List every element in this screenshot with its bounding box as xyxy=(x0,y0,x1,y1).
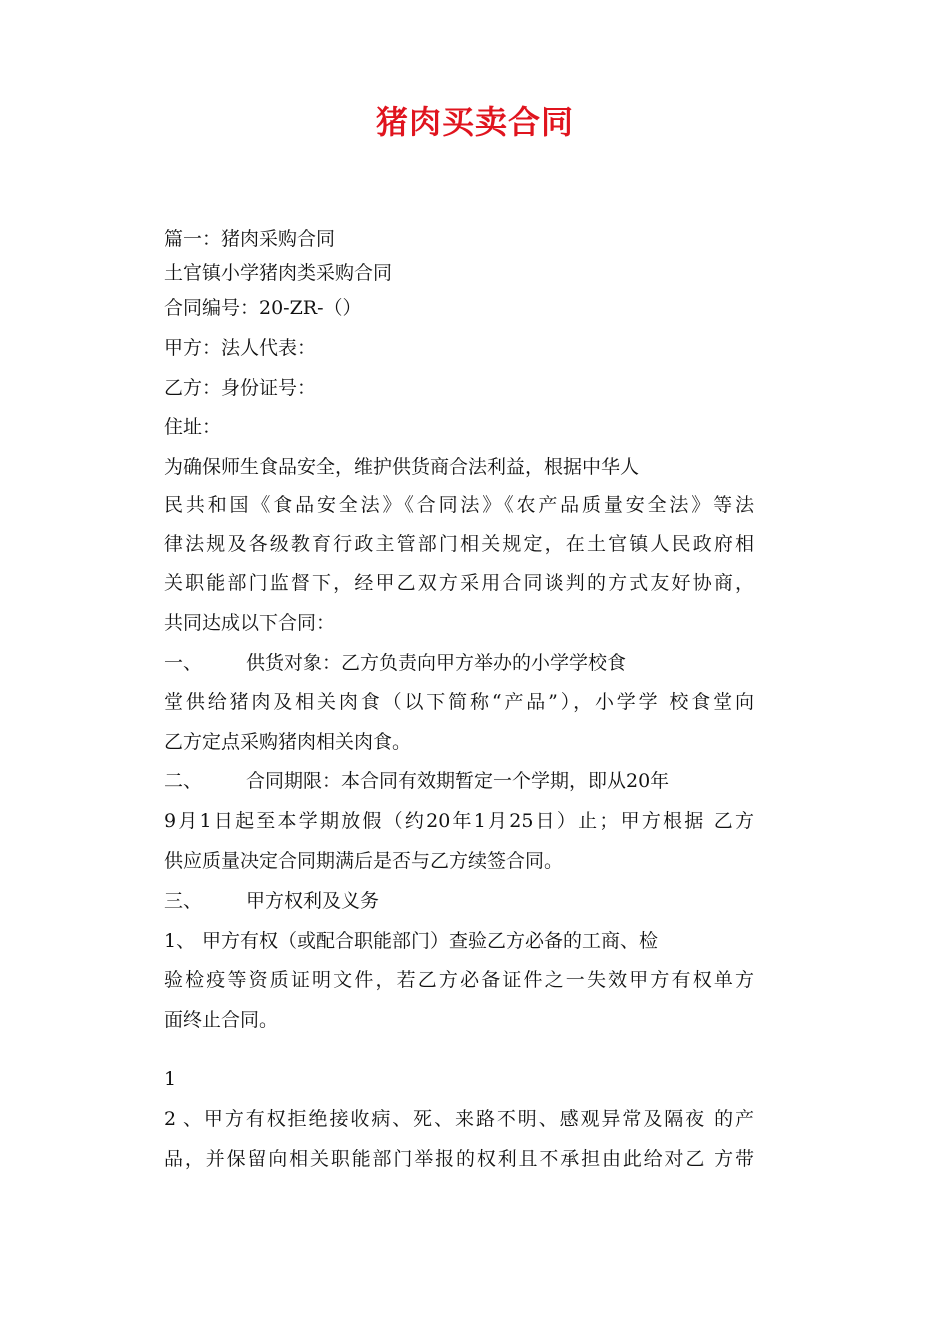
text-line: 律法规及各级教育行政主管部门相关规定，在土官镇人民政府相 xyxy=(164,533,754,555)
page-number: 1 xyxy=(164,1068,177,1090)
item-text: 甲方有权拒绝接收病、死、来路不明、感观异常及隔夜 的产 xyxy=(202,1108,754,1130)
text-line: 甲方：法人代表： xyxy=(164,337,317,359)
list-item xyxy=(164,1106,754,1132)
text-line: 验检疫等资质证明文件，若乙方必备证件之一失效甲方有权单方 xyxy=(164,969,754,991)
item-number: 1、 xyxy=(164,930,196,952)
section-heading xyxy=(164,768,669,794)
section-number: 一、 xyxy=(164,652,203,674)
text-line: 共同达成以下合同： xyxy=(164,612,336,634)
section-number: 二、 xyxy=(164,770,203,792)
text-line: 乙方：身份证号： xyxy=(164,377,317,399)
list-item xyxy=(164,928,658,954)
section-heading xyxy=(164,888,379,914)
item-text: 甲方有权（或配合职能部门）查验乙方必备的工商、检 xyxy=(202,930,659,952)
text-line: 品，并保留向相关职能部门举报的权利且不承担由此给对乙 方带 xyxy=(164,1148,754,1170)
text-line: 合同编号：20-ZR-（） xyxy=(164,297,362,319)
text-line: 乙方定点采购猪肉相关肉食。 xyxy=(164,731,412,753)
item-number: 2、 xyxy=(164,1108,202,1130)
text-line: 面终止合同。 xyxy=(164,1009,279,1031)
text-line: 民共和国《食品安全法》《合同法》《农产品质量安全法》等法 xyxy=(164,494,754,516)
text-line: 关职能部门监督下，经甲乙双方采用合同谈判的方式友好协商， xyxy=(164,572,754,594)
section-heading xyxy=(164,650,626,676)
text-line: 为确保师生食品安全，维护供货商合法利益，根据中华人 xyxy=(164,456,640,478)
text-line: 篇一：猪肉采购合同 xyxy=(164,228,336,250)
section-text: 合同期限：本合同有效期暂定一个学期，即从20年 xyxy=(246,770,670,792)
document-title: 猪肉买卖合同 xyxy=(375,103,574,141)
text-line: 堂供给猪肉及相关肉食（以下简称“产品”），小学学 校食堂向 xyxy=(164,691,754,713)
text-line: 土官镇小学猪肉类采购合同 xyxy=(164,262,393,284)
text-line: 9月1日起至本学期放假（约20年1月25日）止；甲方根据 乙方 xyxy=(164,810,754,832)
section-number: 三、 xyxy=(164,890,203,912)
section-text: 供货对象：乙方负责向甲方举办的小学学校食 xyxy=(246,652,627,674)
section-text: 甲方权利及义务 xyxy=(246,890,380,912)
text-line: 供应质量决定合同期满后是否与乙方续签合同。 xyxy=(164,850,564,872)
text-line: 住址： xyxy=(164,416,222,438)
